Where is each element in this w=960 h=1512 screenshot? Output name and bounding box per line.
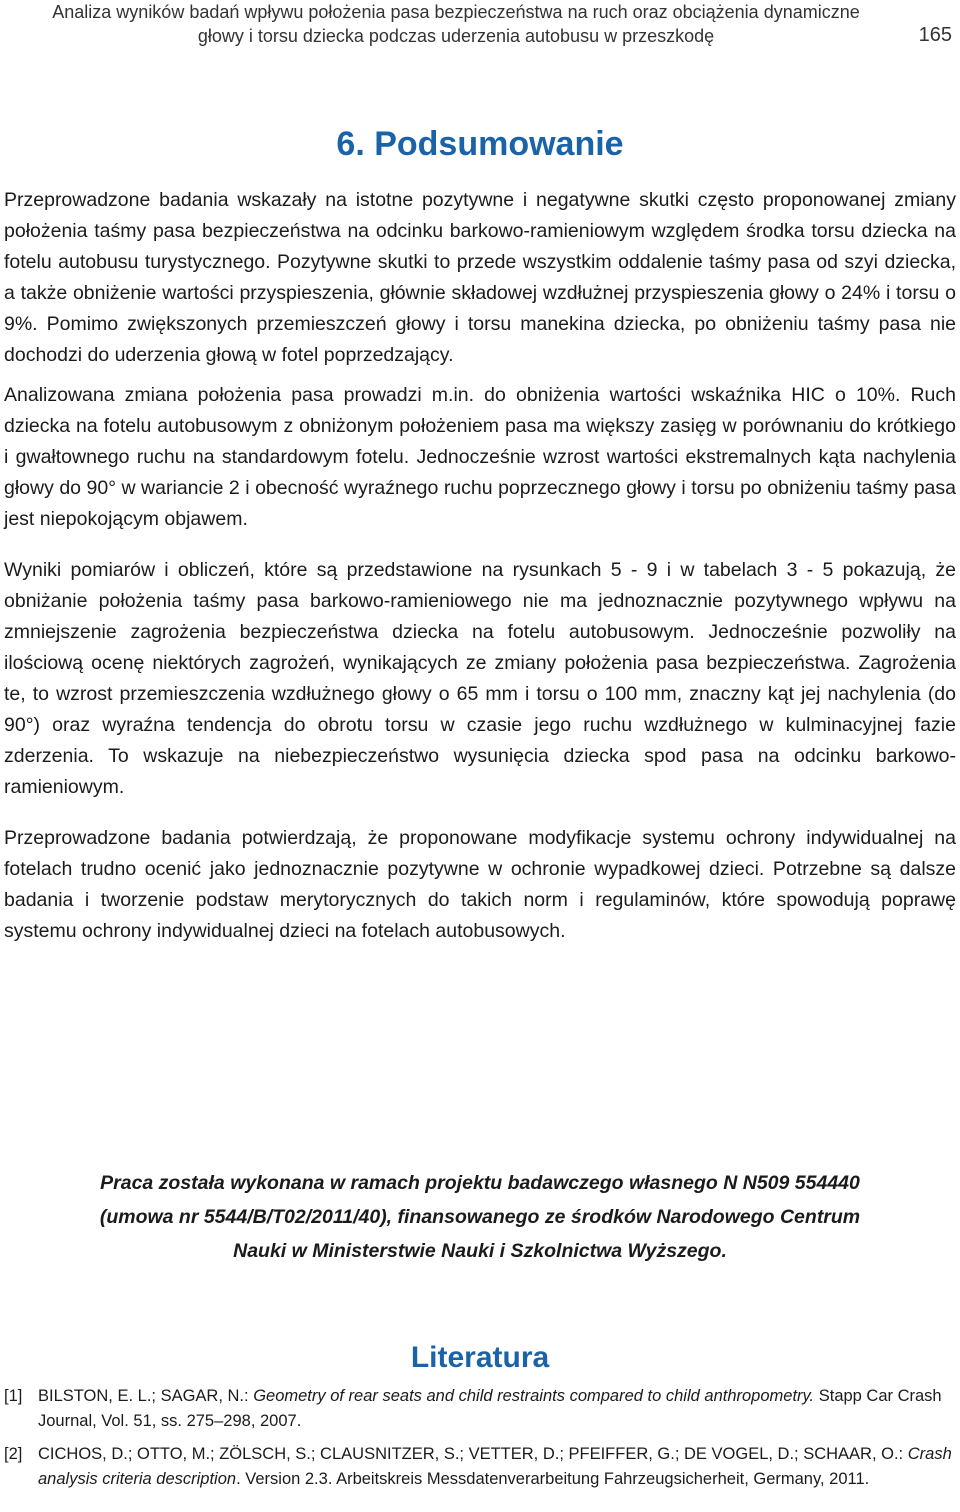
summary-body — [4, 185, 956, 947]
funding-line-2: (umowa nr 5544/B/T02/2011/40), finansowanego ze środków Narodowego Centrum — [99, 1206, 861, 1228]
running-header-line-1: Analiza wyników badań wpływu położenia pasa bezpieczeństwa na ruch oraz obciążenia dynamiczne — [52, 2, 860, 22]
reference-number: [2] — [4, 1445, 23, 1463]
running-header — [0, 0, 960, 60]
reference-item — [4, 1442, 956, 1492]
paragraph-3: Wyniki pomiarów i obliczeń, które są przedstawione na rysunkach 5 - 9 i w tabelach 3 - 5 pokazują, że obniżanie położenia taśmy pasa barkowo-ramieniowego nie ma jednoznacznie pozytywnego wpływu na zmniejszenie zagrożenia bezpieczeństwa dziecka na fotelu autobusowym. Jednocześnie pozwoliły na ilościową ocenę niektórych zagrożeń, wynikających ze zmiany położenia pasa bezpieczeństwa. Zagrożenia te, to wzrost przemieszczenia wzdłużnego głowy o 65 mm i torsu o 100 mm, znaczny kąt jej nachylenia (do 90°) oraz wyraźna tendencja do obrotu torsu w czasie jego ruchu wzdłużnego w kulminacyjnej fazie zderzenia. To wskazuje na niebezpieczeństwo wysunięcia dziecka spod pasa na odcinku barkowo-ramieniowym. — [4, 559, 956, 798]
reference-title: Geometry of rear seats and child restraints compared to child anthropometry. — [253, 1387, 815, 1405]
reference-text — [38, 1442, 956, 1492]
funding-acknowledgement — [20, 1166, 940, 1268]
reference-title: Crash analysis criteria description — [38, 1445, 952, 1488]
section-title: 6. Podsumowanie — [336, 125, 624, 163]
page-number: 165 — [918, 24, 952, 46]
reference-details: . Version 2.3. Arbeitskreis Messdatenverarbeitung Fahrzeugsicherheit, Germany, 2011. — [236, 1470, 870, 1488]
reference-authors: CICHOS, D.; OTTO, M.; ZÖLSCH, S.; CLAUSNITZER, S.; VETTER, D.; PFEIFFER, G.; DE VOGEL, D.; SCHAAR, O.: — [38, 1445, 908, 1463]
reference-details: Stapp Car Crash Journal, Vol. 51, ss. 275–298, 2007. — [38, 1387, 942, 1430]
reference-item — [4, 1384, 956, 1434]
paragraph-1: Przeprowadzone badania wskazały na istotne pozytywne i negatywne skutki często proponowanej zmiany położenia taśmy pasa bezpieczeństwa na odcinku barkowo-ramieniowym względem środka torsu dziecka na fotelu autobusu turystycznego. Pozytywne skutki to przede wszystkim oddalenie taśmy pasa od szyi dziecka, a także obniżenie wartości przyspieszenia, głównie składowej wzdłużnej przyspieszenia głowy o 24% i torsu o 9%. Pomimo zwiększonych przemieszczeń głowy i torsu manekina dziecka, po obniżeniu taśmy pasa nie dochodzi do uderzenia głową w fotel poprzedzający. — [4, 189, 956, 366]
funding-line-3: Nauki w Ministerstwie Nauki i Szkolnictwa Wyższego. — [233, 1240, 727, 1262]
funding-line-1: Praca została wykonana w ramach projektu badawczego własnego N N509 554440 — [100, 1172, 860, 1194]
running-header-line-2: głowy i torsu dziecka podczas uderzenia autobusu w przeszkodę — [197, 26, 715, 46]
literature-title: Literatura — [410, 1341, 550, 1374]
reference-authors: BILSTON, E. L.; SAGAR, N.: — [38, 1387, 254, 1405]
running-header-title — [6, 0, 906, 48]
reference-number: [1] — [4, 1387, 23, 1405]
reference-list — [4, 1384, 956, 1500]
paragraph-4: Przeprowadzone badania potwierdzają, że proponowane modyfikacje systemu ochrony indywidualnej na fotelach trudno ocenić jako jednoznacznie pozytywne w ochronie wypadkowej dzieci. Potrzebne są dalsze badania i tworzenie podstaw merytorycznych do takich norm i regulaminów, które spowodują poprawę systemu ochrony indywidualnej dzieci na fotelach autobusowych. — [4, 827, 956, 942]
reference-text — [38, 1384, 956, 1434]
paragraph-2: Analizowana zmiana położenia pasa prowadzi m.in. do obniżenia wartości wskaźnika HIC o 10%. Ruch dziecka na fotelu autobusowym z obniżonym położeniem pasa ma większy zasięg w porównaniu do krótkiego i gwałtownego ruchu na standardowym fotelu. Jednocześnie wzrost wartości ekstremalnych kąta nachylenia głowy do 90° w wariancie 2 i obecność wyraźnego ruchu poprzecznego głowy i torsu po obniżeniu taśmy pasa jest niepokojącym objawem. — [4, 384, 956, 530]
